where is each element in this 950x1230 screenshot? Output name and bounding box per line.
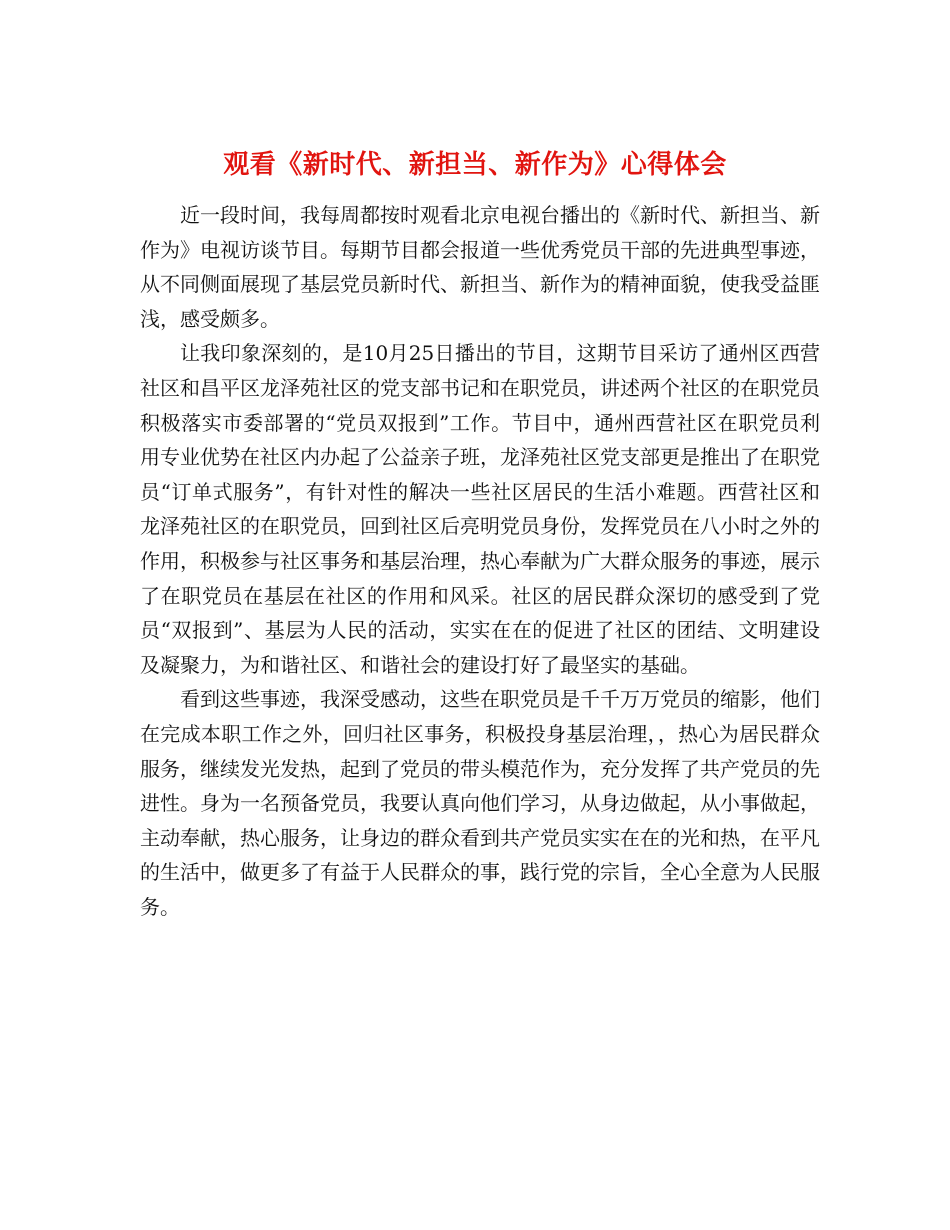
paragraph-3: 看到这些事迹，我深受感动，这些在职党员是千千万万党员的缩影，他们在完成本职工作之外，回归社区事务，积极投身基层治理，，热心为居民群众服务，继续发光发热，起到了党员的带头模范作为，充分发挥了共产党员的先进性。身为一名预备党员，我要认真向他们学习，从身边做起，从小事做起，主动奉献，热心服务，让身边的群众看到共产党员实实在在的光和热，在平凡的生活中，做更多了有益于人民群众的事，践行党的宗旨，全心全意为人民服务。 [140, 687, 820, 919]
paragraph-1: 近一段时间，我每周都按时观看北京电视台播出的《新时代、新担当、新作为》电视访谈节目。每期节目都会报道一些优秀党员干部的先进典型事迹，从不同侧面展现了基层党员新时代、新担当、新作为的精神面貌，使我受益匪浅，感受颇多。 [140, 203, 820, 331]
paragraph-2: 让我印象深刻的，是10月25日播出的节目，这期节目采访了通州区西营社区和昌平区龙泽苑社区的党支部书记和在职党员，讲述两个社区的在职党员积极落实市委部署的“党员双报到”工作。节目中，通州西营社区在职党员利用专业优势在社区内办起了公益亲子班，龙泽苑社区党支部更是推出了在职党员“订单式服务”，有针对性的解决一些社区居民的生活小难题。西营社区和龙泽苑社区的在职党员，回到社区后亮明党员身份，发挥党员在八小时之外的作用，积极参与社区事务和基层治理，热心奉献为广大群众服务的事迹，展示了在职党员在基层在社区的作用和风采。社区的居民群众深切的感受到了党员“双报到”、基层为人民的活动，实实在在的促进了社区的团结、文明建设及凝聚力，为和谐社区、和谐社会的建设打好了最坚实的基础。 [140, 341, 820, 677]
document-body [140, 198, 820, 924]
document-title: 观看《新时代、新担当、新作为》心得体会 [223, 150, 727, 181]
